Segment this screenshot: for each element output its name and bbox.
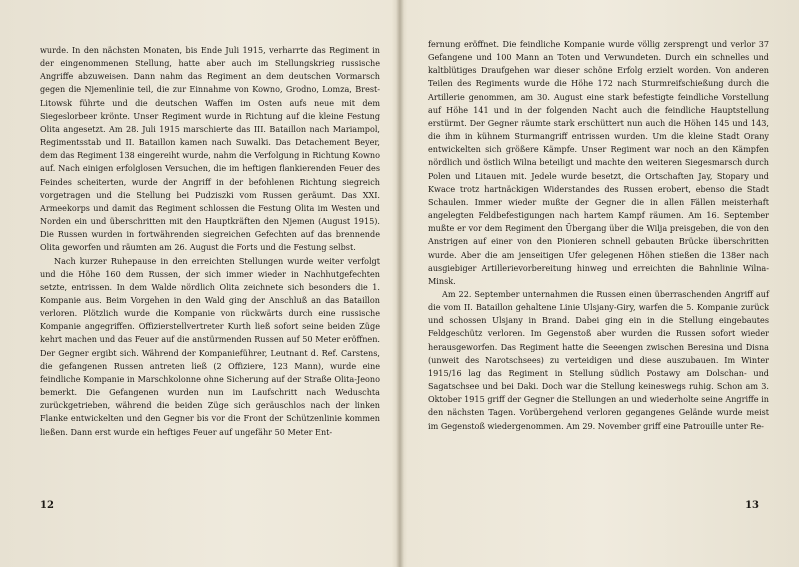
right-paragraph-1: fernung eröffnet. Die feindliche Kompanie wurde völlig zersprengt und verlor 37 Gefangene und 100 Mann an Toten und Verwundeten. Durch ein schnelles und kaltblütiges Draufgehen war dieser schöne Erfolg erzielt worden. Von anderen Teilen des Regiments wurde die Höhe 172 nach Sturmreifschießung durch die Artillerie genommen, am 30. August eine stark befestigte feindliche Vorstellung auf Höhe 141 und in der folgenden Nacht auch die feindliche Hauptstellung erstürmt. Der Gegner räumte stark erschüttert nun auch die Höhen 145 und 143, die ihm in kühnem Sturmangriff entrissen wurden. Um die kleine Stadt Orany entwickelten sich größere Kämpfe. Unser Regiment war noch an den Kämpfen nördlich und östlich Wilna beteiligt und machte den weiteren Siegesmarsch durch Polen und Litauen mit. Jedele wurde besetzt, die Ortschaften Jay, Stopary und Kwace trotz hartnäckigen Widerstandes des Russen erobert, ebenso die Stadt Schaulen. Immer wieder mußte der Gegner die in allen Fällen meisterhaft angelegten Feldbefestigungen nach hartem Kampf räumen. Am 16. September mußte er vor dem Regiment den Übergang über die Wilja preisgeben, die von den Anstrigen auf einer von den Pionieren schnell gebauten Brücke überschritten wurde. Aber die am jenseitigen Ufer gelegenen Höhen stießen die 138er nach ausgiebiger Artillerievorbereitung hinweg und erreichten die Bahnlinie Wilna-Minsk. (428, 39, 769, 286)
right-page-number: 13 (745, 500, 759, 511)
left-paragraph-2: Nach kurzer Ruhepause in den erreichten Stellungen wurde weiter verfolgt und die Höhe 160 dem Russen, der sich immer wieder in Nachhutgefechten setzte, entrissen. In dem Walde nördlich Olita zeichnete sich besonders die 1. Kompanie aus. Beim Vorgehen in den Wald ging der Anschluß an das Bataillon verloren. Plötzlich wurde die Kompanie von rückwärts durch eine russische Kompanie angegriffen. Offizierstellvertreter Kurth ließ sofort seine beiden Züge kehrt machen und das Feuer auf die anstürmenden Russen auf 50 Meter eröffnen. Der Gegner ergibt sich. Während der Kompanieführer, Leutnant d. Ref. Carstens, die gefangenen Russen antreten ließ (2 Offiziere, 123 Mann), wurde eine feindliche Kompanie in Marschkolonne ohne Sicherung auf der Straße Olita-Jeono bemerkt. Die Gefangenen wurden nun im Laufschritt nach Weduschta zurückgetrieben, während die beiden Züge sich geräuschlos nach der linken Flanke entwickelten und den Gegner bis vor die Front der Schützenlinie kommen ließen. Dann erst wurde ein heftiges Feuer auf ungefähr 50 Meter Ent- (40, 255, 380, 437)
left-page-text (40, 44, 380, 439)
right-paragraph-2: Am 22. September unternahmen die Russen einen überraschenden Angriff auf die vom II. Bataillon gehaltene Linie Ulsjany-Giry, warfen die 5. Kompanie zurück und schossen Ulsjany in Brand. Dabei ging ein in die Stellung eingebautes Feldgeschütz verloren. Im Gegenstoß aber wurden die Russen sofort wieder herausgeworfen. Das Regiment hatte die Seeengen zwischen Beresina und Disna (unweit des Narotschsees) zu verteidigen und diese auszubauen. Im Winter 1915/16 lag das Regiment in Stellung südlich Postawy am Dolschan- und Sagatschsee und bei Daki. Doch war die Stellung keineswegs ruhig. Schon am 3. Oktober 1915 griff der Gegner die Stellungen an und wiederholte seine Angriffe in den nächsten Tagen. Vorübergehend verloren gegangenes Gelände wurde meist im Gegenstoß wiedergenommen. Am 29. November griff eine Patrouille unter Re- (428, 288, 769, 431)
left-page-number: 12 (40, 500, 54, 511)
left-page (0, 0, 398, 567)
right-page-text (428, 38, 769, 433)
right-page (400, 0, 799, 567)
left-paragraph-1: wurde. In den nächsten Monaten, bis Ende Juli 1915, verharrte das Regiment in der eingenommenen Stellung, hatte aber auch im Stellungskrieg russische Angriffe abzuweisen. Dann nahm das Regiment an dem deutschen Vormarsch gegen die Njemenlinie teil, die zur Einnahme von Kowno, Grodno, Lomza, Brest-Litowsk führte und die deutschen Waffen im Osten aufs neue mit dem Siegeslorbeer krönte. Unser Regiment wurde in Richtung auf die kleine Festung Olita angesetzt. Am 28. Juli 1915 marschierte das III. Bataillon nach Mariampol, Regimentsstab und II. Bataillon kamen nach Suwalki. Das Detachement Beyer, dem das Regiment 138 eingereiht wurde, nahm die Verfolgung in Richtung Kowno auf. Nach einigen erfolglosen Versuchen, die im heftigen flankierenden Feuer des Feindes scheiterten, wurde der Angriff in der befohlenen Richtung siegreich vorgetragen und die Stellung bei Pudziszki vom Russen geräumt. Das XXI. Armeekorps und damit das Regiment schlossen die Festung Olita im Westen und Norden ein und überschritten mit den Hauptkräften den Njemen (August 1915). Die Russen wurden in fortwährenden siegreichen Gefechten auf das brennende Olita geworfen und räumten am 26. August die Forts und die Festung selbst. (40, 45, 380, 253)
